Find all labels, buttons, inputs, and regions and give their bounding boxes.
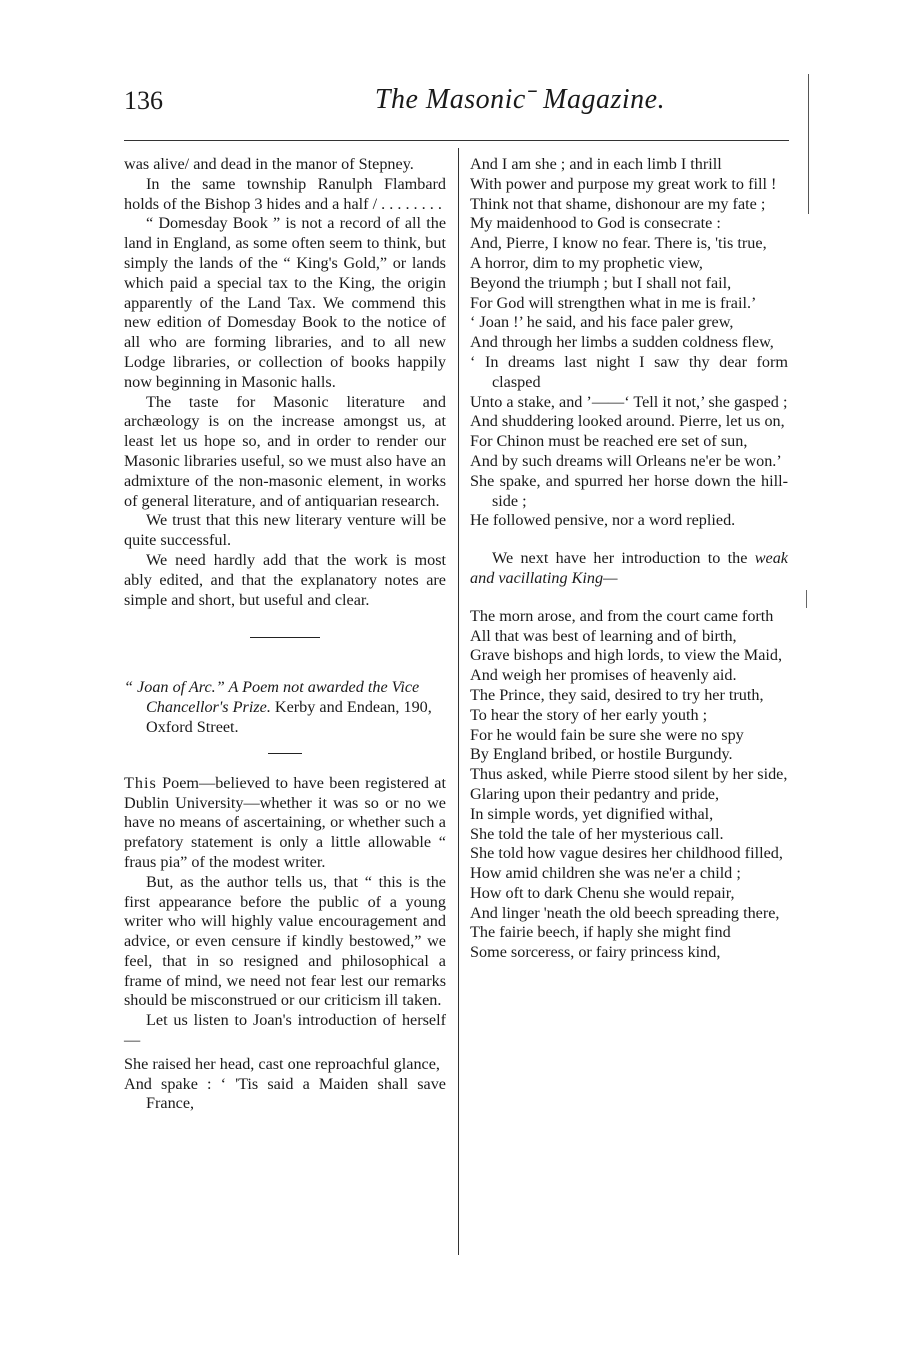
paragraph: But, as the author tells us, that “ this is the first appearance before the public of a young writer who will highly value encouragement and advice, or even censure if kindly bestowed,” we feel, that in so resigned and philosophical a frame of mind, we need not fear lest our remarks should be misconstrued or our criticism ill taken. <box>124 872 446 1010</box>
citation-publisher: Kerby and Endean, 190, Oxford Street. <box>146 698 432 736</box>
verse-line: And shuddering looked around. Pierre, let us on, <box>470 412 785 431</box>
verse-line: She told how vague desires her childhood filled, <box>470 844 783 863</box>
verse-line: Grave bishops and high lords, to view the Maid, <box>470 646 783 665</box>
verse-line: To hear the story of her early youth ; <box>470 705 708 724</box>
verse-line: He followed pensive, nor a word replied. <box>470 511 736 530</box>
verse-line: With power and purpose my great work to fill ! <box>470 174 777 193</box>
verse-block <box>470 607 788 963</box>
verse-line: She spake, and spurred her horse down the hill-side ; <box>470 471 788 510</box>
page-header <box>0 0 900 140</box>
right-column <box>470 155 788 963</box>
verse-line: My maidenhood to God is consecrate : <box>470 214 721 233</box>
paragraph: was alive/ and dead in the manor of Stepney. <box>124 155 414 173</box>
verse-line: How oft to dark Chenu she would repair, <box>470 883 735 902</box>
verse-line: ‘ Joan !’ he said, and his face paler grew, <box>470 313 734 332</box>
verse-line: And weigh her promises of heavenly aid. <box>470 666 737 685</box>
verse-line: And by such dreams will Orleans ne'er be won.’ <box>470 451 782 470</box>
verse-line: ‘ In dreams last night I saw thy dear form clasped <box>470 352 788 391</box>
paragraph: We next have her introduction to the weak and vacillating King— <box>470 549 788 587</box>
verse-line: How amid children she was ne'er a child ; <box>470 864 741 883</box>
header-rule <box>124 140 789 141</box>
paragraph: We trust that this new literary venture will be quite successful. <box>124 511 446 550</box>
paragraph: Let us listen to Joan's introduction of herself— <box>124 1011 446 1050</box>
verse-line: The Prince, they said, desired to try her truth, <box>470 685 764 704</box>
verse-line: And spake : ‘ 'Tis said a Maiden shall save France, <box>124 1074 446 1113</box>
verse-line: Some sorceress, or fairy princess kind, <box>470 943 721 962</box>
verse-line: Glaring upon their pedantry and pride, <box>470 784 720 803</box>
verse-line: Beyond the triumph ; but I shall not fail, <box>470 273 732 292</box>
drop-word: This <box>124 773 157 792</box>
verse-line: And, Pierre, I know no fear. There is, 'tis true, <box>470 234 767 253</box>
verse-line: For Chinon must be reached ere set of sun, <box>470 432 748 451</box>
verse-line: The fairie beech, if haply she might find <box>470 923 731 942</box>
paragraph: We need hardly add that the work is most ably edited, and that the explanatory notes are simple and short, but useful and clear. <box>124 550 446 609</box>
verse-line: By England bribed, or hostile Burgundy. <box>470 745 733 764</box>
margin-rule <box>808 74 809 214</box>
page-title: The Masonicˉ Magazine. <box>374 84 666 115</box>
column-divider <box>458 148 459 1255</box>
paragraph: The taste for Masonic literature and archæology is on the increase amongst us, at least let us hope so, and in order to render our Masonic libraries useful, so we must also have an admixture of the non-masonic element, in works of general literature, and of antiquarian research. <box>124 392 446 510</box>
verse-block <box>124 1055 446 1114</box>
verse-line: And I am she ; and in each limb I thrill <box>470 155 722 173</box>
verse-line: She told the tale of her mysterious call. <box>470 824 724 843</box>
verse-line: She raised her head, cast one reproachful glance, <box>124 1054 440 1073</box>
short-rule <box>268 753 302 754</box>
section-divider <box>124 753 446 754</box>
verse-line: In simple words, yet dignified withal, <box>470 804 714 823</box>
verse-line: And linger 'neath the old beech spreading there, <box>470 903 780 922</box>
left-column <box>124 155 446 1114</box>
verse-line: Think not that shame, dishonour are my fate ; <box>470 194 766 213</box>
paragraph: This Poem—believed to have been registered at Dublin University—whether it was so or no we have no means of ascertaining, or whether such a prefatory statement is only a little allowable “ fraus pia” of the modest writer. <box>124 773 446 871</box>
paragraph: In the same township Ranulph Flambard holds of the Bishop 3 hides and a half / . . . . . . . . <box>124 174 446 213</box>
page-number: 136 <box>124 86 163 115</box>
short-rule <box>250 637 320 638</box>
verse-line: A horror, dim to my prophetic view, <box>470 253 703 272</box>
verse-line: The morn arose, and from the court came forth <box>470 606 774 625</box>
citation-title: “ Joan of Arc.” A Poem not awarded the Vice Chancellor's Prize. <box>124 678 420 717</box>
book-citation <box>124 678 446 737</box>
verse-line: Unto a stake, and ’——‘ Tell it not,’ she gasped ; <box>470 392 788 411</box>
section-divider <box>124 637 446 638</box>
verse-line: Thus asked, while Pierre stood silent by her side, <box>470 765 788 784</box>
paragraph: “ Domesday Book ” is not a record of all the land in England, as some often seem to think, but simply the lands of the “ King's Gold,” or lands which paid a special tax to the King, the origin apparently of the Land Tax. We commend this new edition of Domesday Book to the notice of all who are forming libraries, and to all new Lodge libraries, or collection of books happily now beginning in Masonic halls. <box>124 214 446 391</box>
margin-mark <box>806 590 807 608</box>
verse-line: For he would fain be sure she were no spy <box>470 725 744 744</box>
verse-block <box>470 155 788 531</box>
verse-line: For God will strengthen what in me is frail.’ <box>470 293 757 312</box>
verse-line: All that was best of learning and of birth, <box>470 626 737 645</box>
verse-line: And through her limbs a sudden coldness flew, <box>470 333 774 352</box>
